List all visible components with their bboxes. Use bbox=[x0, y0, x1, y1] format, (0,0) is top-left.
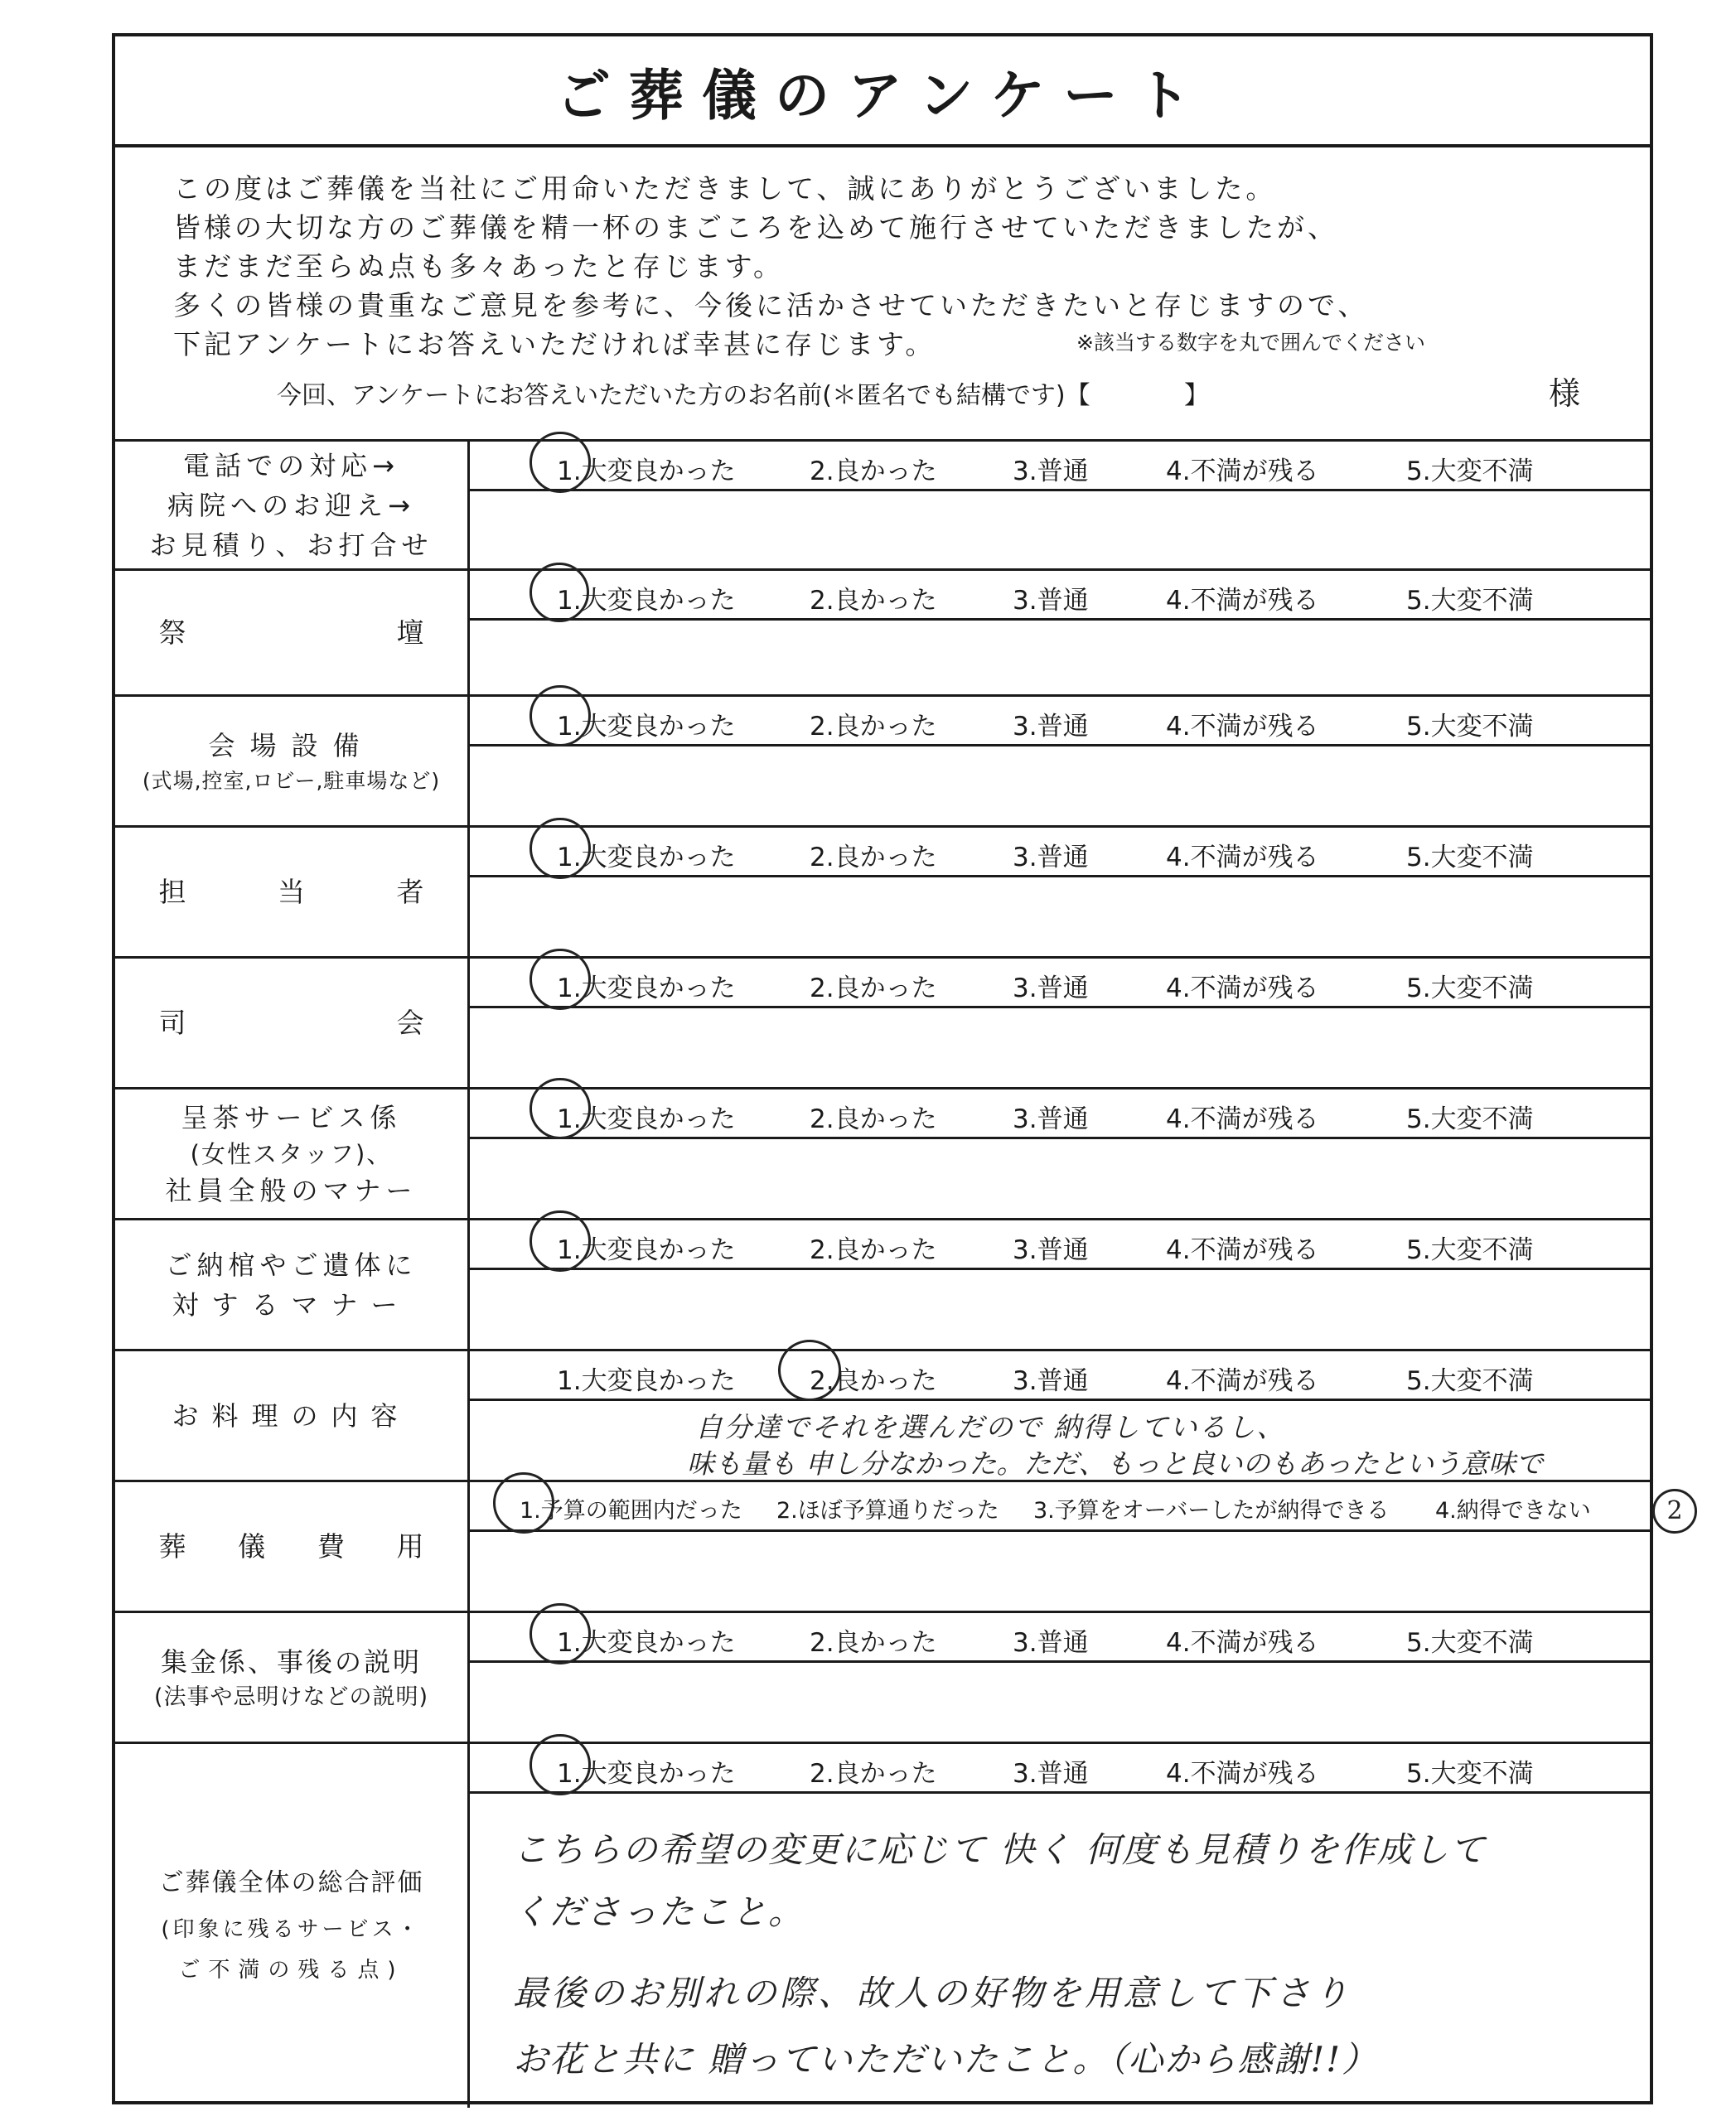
rating-options bbox=[470, 828, 1650, 877]
row-label bbox=[115, 697, 470, 825]
rating-option-3[interactable]: 3.普通 bbox=[1013, 1104, 1089, 1134]
rating-option-5[interactable]: 5.大変不満 bbox=[1406, 457, 1534, 486]
row-label bbox=[115, 442, 470, 568]
row-label-char: 葬 bbox=[158, 1529, 186, 1563]
selection-circle-mark bbox=[530, 818, 591, 879]
page-title: ご葬儀のアンケート bbox=[115, 36, 1650, 147]
rating-option-1[interactable]: 1.大変良かった bbox=[557, 843, 736, 872]
rating-option-3[interactable]: 3.普通 bbox=[1013, 1759, 1089, 1789]
rating-option-1[interactable]: 1.大変良かった bbox=[557, 1366, 736, 1396]
rating-option-4[interactable]: 4.不満が残る bbox=[1166, 1104, 1319, 1134]
rating-options bbox=[470, 442, 1650, 491]
question-row-venue bbox=[115, 694, 1650, 825]
row-label-char: 儀 bbox=[238, 1529, 266, 1563]
rating-option-4[interactable]: 4.不満が残る bbox=[1166, 586, 1319, 616]
rating-option-5[interactable]: 5.大変不満 bbox=[1406, 1366, 1534, 1396]
selection-circle-mark bbox=[778, 1340, 841, 1401]
row-label-spread bbox=[159, 1003, 424, 1043]
row-label-line: 呈茶サービス係 bbox=[181, 1101, 402, 1133]
rating-options bbox=[470, 959, 1650, 1008]
question-row-cuisine bbox=[115, 1349, 1650, 1480]
rating-options bbox=[470, 1220, 1650, 1270]
handwritten-circled-number: 2 bbox=[1652, 1489, 1697, 1534]
row-label-line: 病院へのお迎え→ bbox=[167, 489, 415, 521]
selection-circle-mark bbox=[530, 685, 591, 746]
selection-circle-mark bbox=[530, 1078, 591, 1139]
rating-option-1[interactable]: 1.大変良かった bbox=[557, 974, 736, 1003]
rating-option-5[interactable]: 5.大変不満 bbox=[1406, 1235, 1534, 1265]
row-label-line: 集金係、事後の説明 bbox=[160, 1645, 422, 1678]
row-label-char: 用 bbox=[396, 1529, 424, 1563]
budget-option-2[interactable]: 2.ほぼ予算通りだった bbox=[776, 1498, 999, 1524]
rating-option-3[interactable]: 3.普通 bbox=[1013, 712, 1089, 742]
respondent-name-suffix: 様 bbox=[1549, 375, 1581, 412]
rating-options bbox=[470, 1744, 1650, 1794]
rating-option-5[interactable]: 5.大変不満 bbox=[1406, 1759, 1534, 1789]
row-label bbox=[115, 1482, 470, 1611]
row-label-char: 会 bbox=[396, 1006, 424, 1039]
rating-options bbox=[470, 1613, 1650, 1663]
row-label-char: 者 bbox=[396, 875, 424, 908]
rating-option-4[interactable]: 4.不満が残る bbox=[1166, 457, 1319, 486]
handwritten-comment-line: こちらの希望の変更に応じて 快く 何度も見積りを作成して bbox=[513, 1829, 1487, 1870]
rating-option-2[interactable]: 2.良かった bbox=[810, 586, 937, 616]
instruction-note: ※該当する数字を丸で囲んでください bbox=[1076, 331, 1425, 355]
rating-options bbox=[470, 697, 1650, 746]
row-label-spread bbox=[159, 1527, 424, 1567]
rating-option-1[interactable]: 1.大変良かった bbox=[557, 712, 736, 742]
selection-circle-mark bbox=[530, 1210, 591, 1272]
intro-line: 皆様の大切な方のご葬儀を精一杯のまごころを込めて施行させていただきましたが、 bbox=[173, 211, 1338, 244]
rating-option-4[interactable]: 4.不満が残る bbox=[1166, 1235, 1319, 1265]
rating-option-1[interactable]: 1.大変良かった bbox=[557, 1104, 736, 1134]
rating-option-2[interactable]: 2.良かった bbox=[810, 1366, 937, 1396]
row-label-char: 費 bbox=[317, 1529, 345, 1563]
selection-circle-mark bbox=[530, 563, 589, 622]
question-row-collection bbox=[115, 1611, 1650, 1742]
selection-circle-mark bbox=[530, 432, 591, 493]
question-row-altar bbox=[115, 568, 1650, 694]
rating-option-4[interactable]: 4.不満が残る bbox=[1166, 843, 1319, 872]
rating-option-2[interactable]: 2.良かった bbox=[810, 1759, 937, 1789]
question-row-cost bbox=[115, 1480, 1683, 1611]
selection-circle-mark bbox=[530, 1603, 591, 1664]
handwritten-comment-line: お花と共に 贈っていただいたこと。（心から感謝!!） bbox=[513, 2039, 1379, 2080]
rating-option-2[interactable]: 2.良かった bbox=[810, 1235, 937, 1265]
rating-option-2[interactable]: 2.良かった bbox=[810, 843, 937, 872]
row-label-char: 司 bbox=[158, 1006, 186, 1039]
rating-option-4[interactable]: 4.不満が残る bbox=[1166, 974, 1319, 1003]
rating-option-4[interactable]: 4.不満が残る bbox=[1166, 1366, 1319, 1396]
rating-option-5[interactable]: 5.大変不満 bbox=[1406, 712, 1534, 742]
selection-circle-mark bbox=[493, 1472, 554, 1534]
intro-line: 下記アンケートにお答えいただければ幸甚に存じます。 bbox=[173, 328, 936, 360]
row-label-line: ご納棺やご遺体に bbox=[165, 1249, 418, 1281]
budget-option-3[interactable]: 3.予算をオーバーしたが納得できる bbox=[1033, 1498, 1390, 1524]
row-label-line: 社員全般のマナー bbox=[165, 1174, 418, 1206]
question-row-tea-service bbox=[115, 1087, 1650, 1218]
rating-option-1[interactable]: 1.大変良かった bbox=[557, 1759, 736, 1789]
question-row-mc bbox=[115, 956, 1650, 1087]
row-label bbox=[115, 828, 470, 956]
rating-option-3[interactable]: 3.普通 bbox=[1013, 843, 1089, 872]
rating-option-3[interactable]: 3.普通 bbox=[1013, 1235, 1089, 1265]
rating-option-5[interactable]: 5.大変不満 bbox=[1406, 1628, 1534, 1658]
row-label-line: お料理の内容 bbox=[172, 1399, 411, 1432]
survey-sheet bbox=[112, 33, 1683, 2104]
row-label-char: 当 bbox=[278, 875, 305, 908]
intro-line: まだまだ至らぬ点も多々あったと存じます。 bbox=[173, 250, 785, 283]
budget-option-4[interactable]: 4.納得できない bbox=[1435, 1498, 1591, 1524]
rating-option-5[interactable]: 5.大変不満 bbox=[1406, 974, 1534, 1003]
rating-option-2[interactable]: 2.良かった bbox=[810, 457, 937, 486]
row-label-char: 祭 bbox=[158, 616, 186, 649]
rating-option-5[interactable]: 5.大変不満 bbox=[1406, 1104, 1534, 1134]
intro-line: この度はご葬儀を当社にご用命いただきまして、誠にありがとうございました。 bbox=[173, 172, 1277, 205]
row-label bbox=[115, 959, 470, 1087]
row-label-line: ご葬儀全体の総合評価 bbox=[158, 1867, 424, 1897]
row-label-line: (女性スタッフ)、 bbox=[190, 1139, 393, 1168]
rating-option-2[interactable]: 2.良かった bbox=[810, 712, 937, 742]
rating-options bbox=[470, 1351, 1650, 1401]
rating-option-3[interactable]: 3.普通 bbox=[1013, 457, 1089, 486]
rating-option-1[interactable]: 1.大変良かった bbox=[557, 457, 736, 486]
budget-option-1[interactable]: 1.予算の範囲内だった bbox=[520, 1498, 742, 1524]
rating-option-3[interactable]: 3.普通 bbox=[1013, 974, 1089, 1003]
question-row-phone bbox=[115, 439, 1650, 568]
rating-options bbox=[470, 571, 1650, 621]
rating-option-2[interactable]: 2.良かった bbox=[810, 1104, 937, 1134]
row-label-spread bbox=[159, 872, 424, 912]
rating-options bbox=[470, 1089, 1650, 1139]
row-label-sub: (印象に残るサービス・ bbox=[161, 1916, 422, 1942]
rating-option-2[interactable]: 2.良かった bbox=[810, 974, 937, 1003]
rating-option-1[interactable]: 1.大変良かった bbox=[557, 1628, 736, 1658]
row-label-sub: (法事や忌明けなどの説明) bbox=[153, 1684, 429, 1710]
rating-option-3[interactable]: 3.普通 bbox=[1013, 586, 1089, 616]
row-label-char: 担 bbox=[158, 875, 186, 908]
rating-option-5[interactable]: 5.大変不満 bbox=[1406, 843, 1534, 872]
rating-option-3[interactable]: 3.普通 bbox=[1013, 1366, 1089, 1396]
handwritten-comment-line: 最後のお別れの際、故人の好物を用意して下さり bbox=[513, 1973, 1352, 2013]
row-label bbox=[115, 1744, 470, 2108]
row-label bbox=[115, 1351, 470, 1480]
row-label-char: 壇 bbox=[396, 616, 424, 649]
row-label-line: 会場設備 bbox=[208, 729, 375, 761]
rating-option-4[interactable]: 4.不満が残る bbox=[1166, 1628, 1319, 1658]
handwritten-comment-line: 自分達でそれを選んだので 納得しているし、 bbox=[695, 1411, 1286, 1443]
handwritten-comment-line: くださったこと。 bbox=[513, 1892, 805, 1932]
row-label-spread bbox=[159, 613, 424, 653]
rating-option-5[interactable]: 5.大変不満 bbox=[1406, 586, 1534, 616]
row-label bbox=[115, 1089, 470, 1218]
rating-option-2[interactable]: 2.良かった bbox=[810, 1628, 937, 1658]
selection-circle-mark bbox=[530, 949, 591, 1010]
row-label bbox=[115, 1220, 470, 1349]
rating-option-4[interactable]: 4.不満が残る bbox=[1166, 1759, 1319, 1789]
rating-option-3[interactable]: 3.普通 bbox=[1013, 1628, 1089, 1658]
respondent-name-label: 今回、アンケートにお答えいただいた方のお名前(＊匿名でも結構です)【 bbox=[277, 381, 1090, 410]
budget-options bbox=[470, 1482, 1650, 1532]
rating-option-1[interactable]: 1.大変良かった bbox=[557, 586, 736, 616]
rating-option-4[interactable]: 4.不満が残る bbox=[1166, 712, 1319, 742]
question-row-overall bbox=[115, 1742, 1650, 2108]
row-label-line: お見積り、お打合せ bbox=[149, 529, 433, 561]
intro-line: 多くの皆様の貴重なご意見を参考に、今後に活かさせていただきたいと存じますので、 bbox=[173, 289, 1369, 321]
row-label-line: 対するマナー bbox=[172, 1288, 411, 1321]
row-label-line: 電話での対応→ bbox=[183, 449, 399, 481]
respondent-name-bracket-close: 】 bbox=[1184, 381, 1209, 410]
row-label-sub: (式場,控室,ロビー,駐車場など) bbox=[142, 768, 441, 793]
handwritten-comment-line: 味も量も 申し分なかった。ただ、もっと良いのもあったという意味で bbox=[687, 1447, 1544, 1480]
row-label-sub: ご不満の残る点) bbox=[178, 1957, 404, 1983]
question-row-encoffining bbox=[115, 1218, 1650, 1349]
question-row-staff bbox=[115, 825, 1650, 956]
row-label bbox=[115, 1613, 470, 1742]
rating-option-1[interactable]: 1.大変良かった bbox=[557, 1235, 736, 1265]
selection-circle-mark bbox=[530, 1734, 591, 1795]
row-label bbox=[115, 571, 470, 694]
